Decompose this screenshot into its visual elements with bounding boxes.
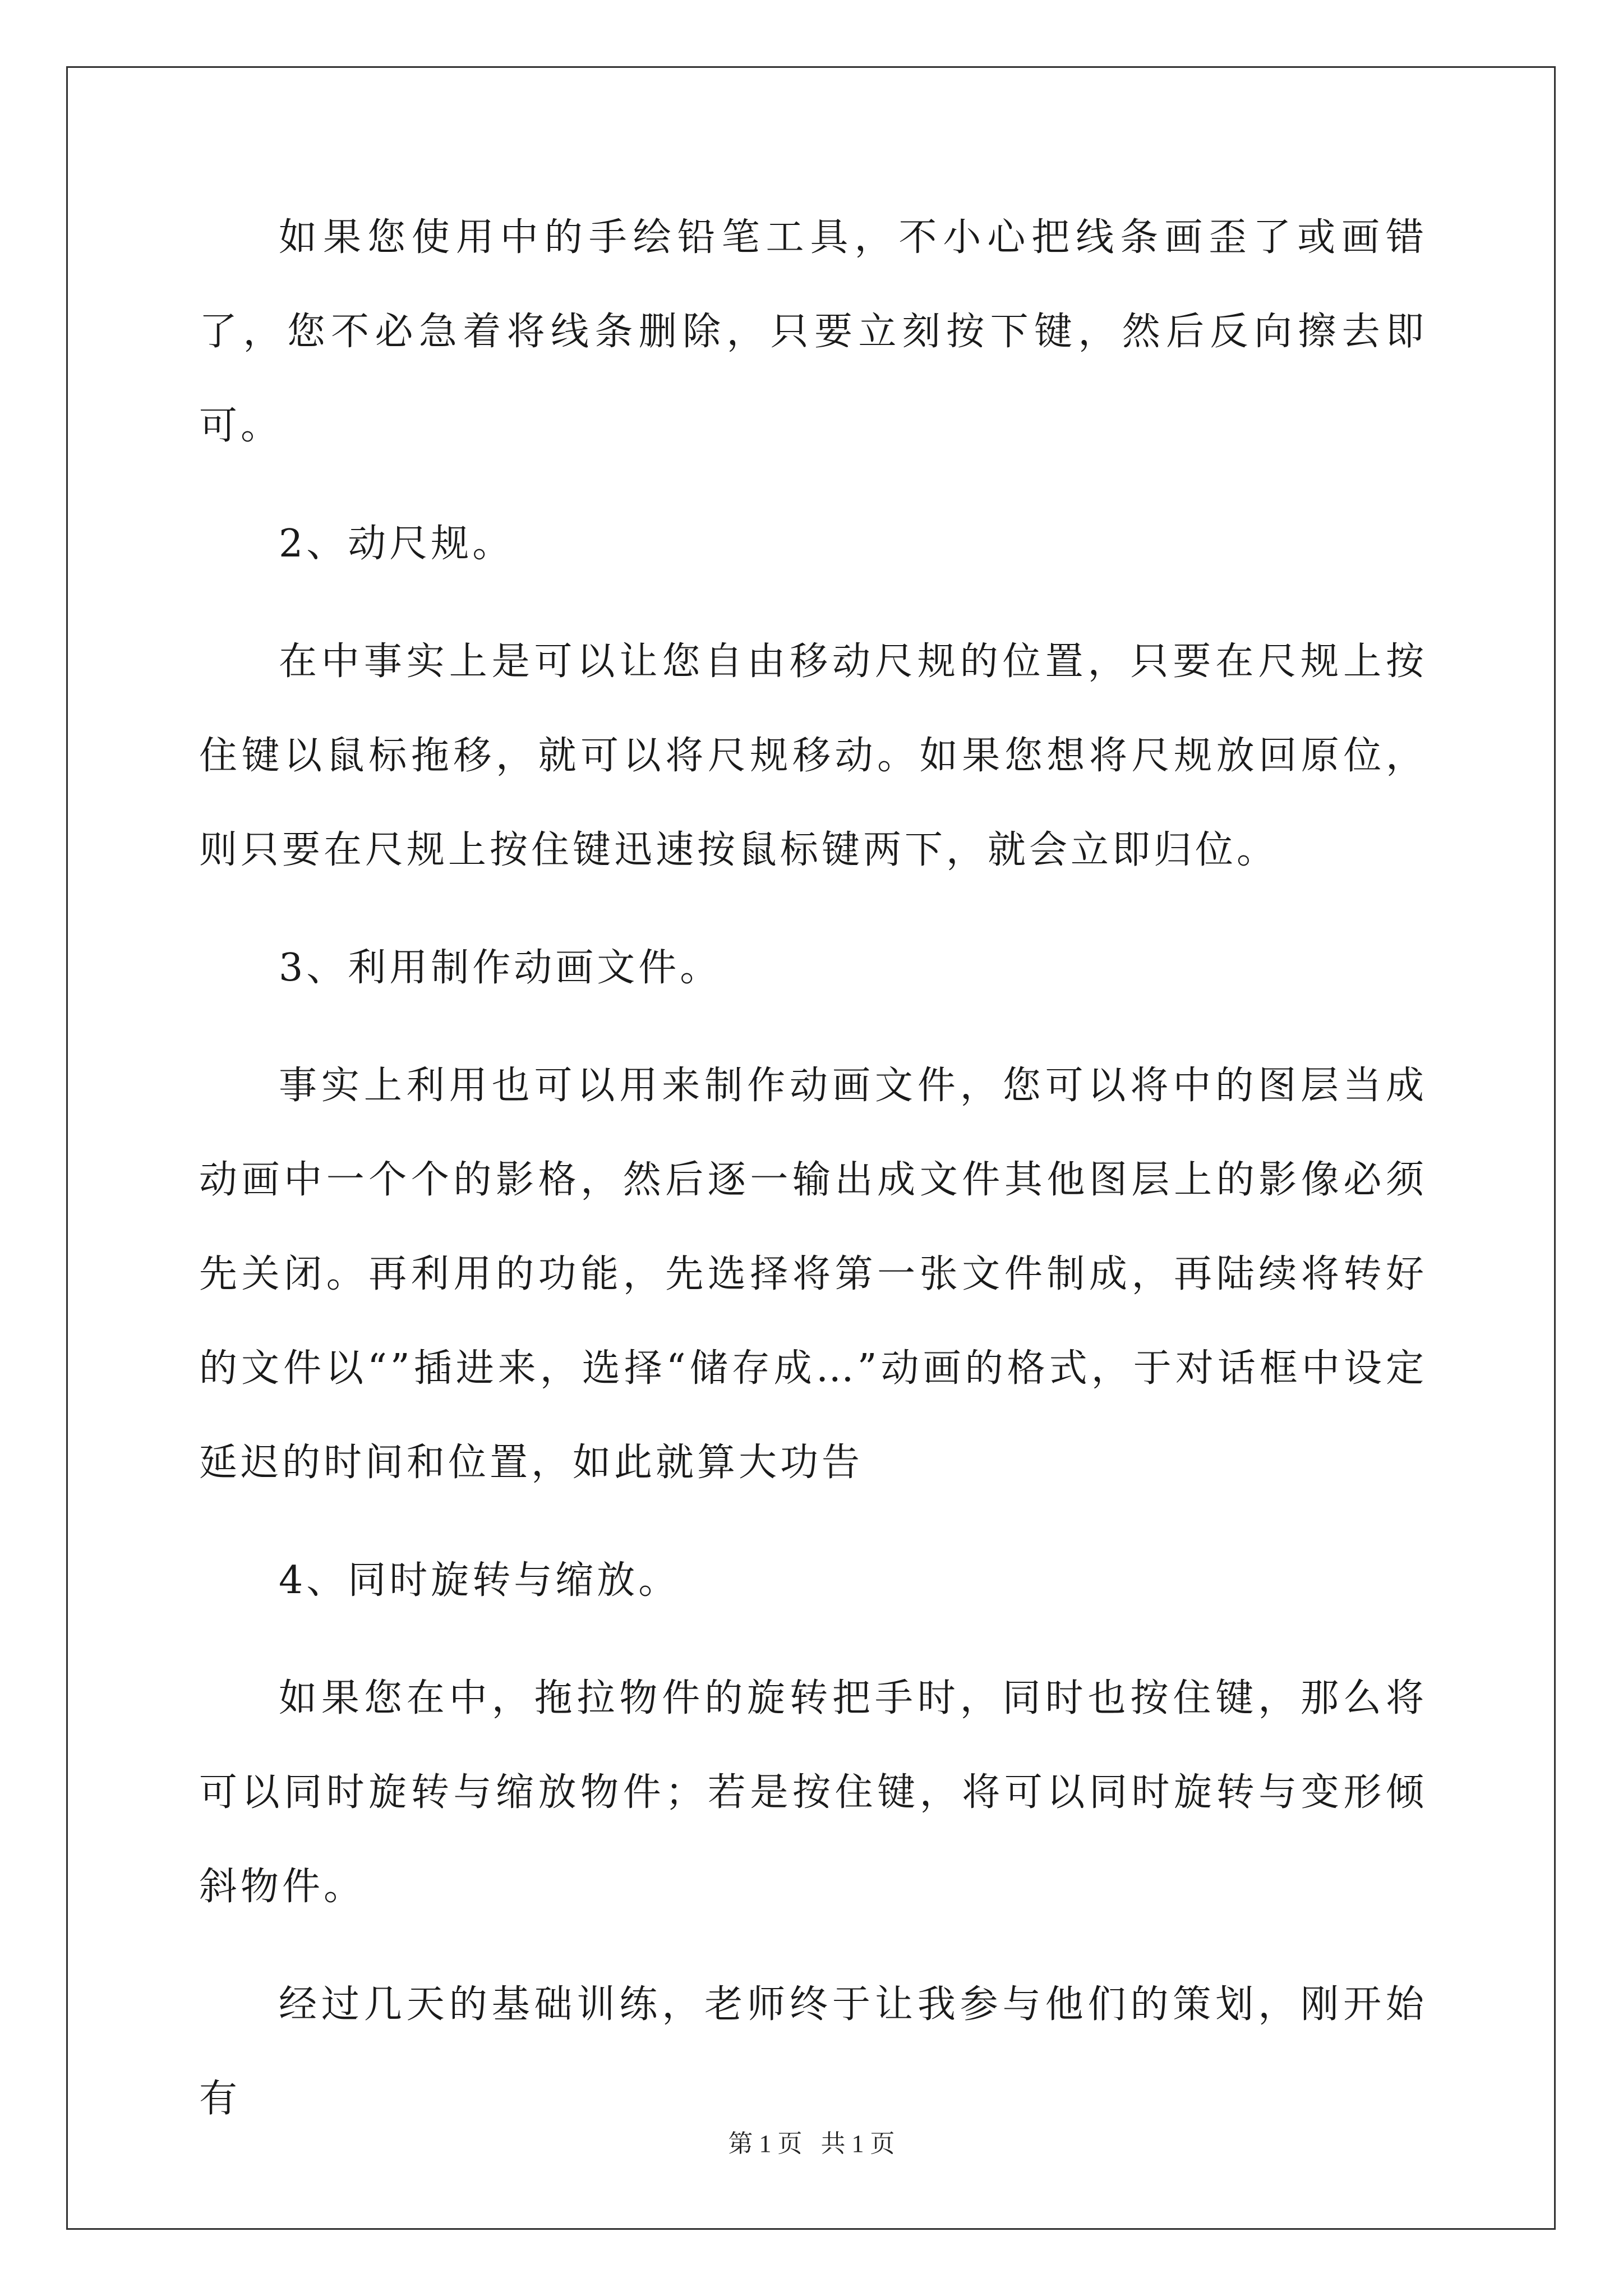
heading-rotate-scale: 4、同时旋转与缩放。: [279, 1558, 680, 1603]
page-total: 共 1 页: [820, 2130, 895, 2157]
heading-animation-file: 3、利用制作动画文件。: [279, 946, 722, 990]
paragraph-move-ruler: 在中事实上是可以让您自由移动尺规的位置，只要在尺规上按住键以鼠标拖移，就可以将尺规移动。如果您想将尺规放回原位，则只要在尺规上按住键迅速按鼠标键两下，就会立即归位。: [199, 639, 1427, 872]
paragraph-animation-file: 事实上利用也可以用来制作动画文件，您可以将中的图层当成动画中一个个的影格，然后逐一输出成文件其他图层上的影像必须先关闭。再利用的功能，先选择将第一张文件制成，再陆续将转好的文件以“”插进来，选择“储存成…”动画的格式，于对话框中设定延迟的时间和位置，如此就算大功告: [199, 1064, 1427, 1485]
paragraph-rotate-scale: 如果您在中，拖拉物件的旋转把手时，同时也按住键，那么将可以同时旋转与缩放物件；若是按住键，将可以同时旋转与变形倾斜物件。: [199, 1676, 1427, 1909]
paragraph-pencil-tip: 如果您使用中的手绘铅笔工具，不小心把线条画歪了或画错了，您不必急着将线条删除，只要立刻按下键，然后反向擦去即可。: [199, 215, 1427, 448]
heading-move-ruler: 2、动尺规。: [279, 522, 514, 566]
paragraph-training: 经过几天的基础训练，老师终于让我参与他们的策划，刚开始有: [199, 1982, 1427, 2121]
page-footer: [0, 2123, 1623, 2159]
document-body: [199, 191, 1427, 2170]
page-number: 第 1 页: [728, 2130, 803, 2157]
